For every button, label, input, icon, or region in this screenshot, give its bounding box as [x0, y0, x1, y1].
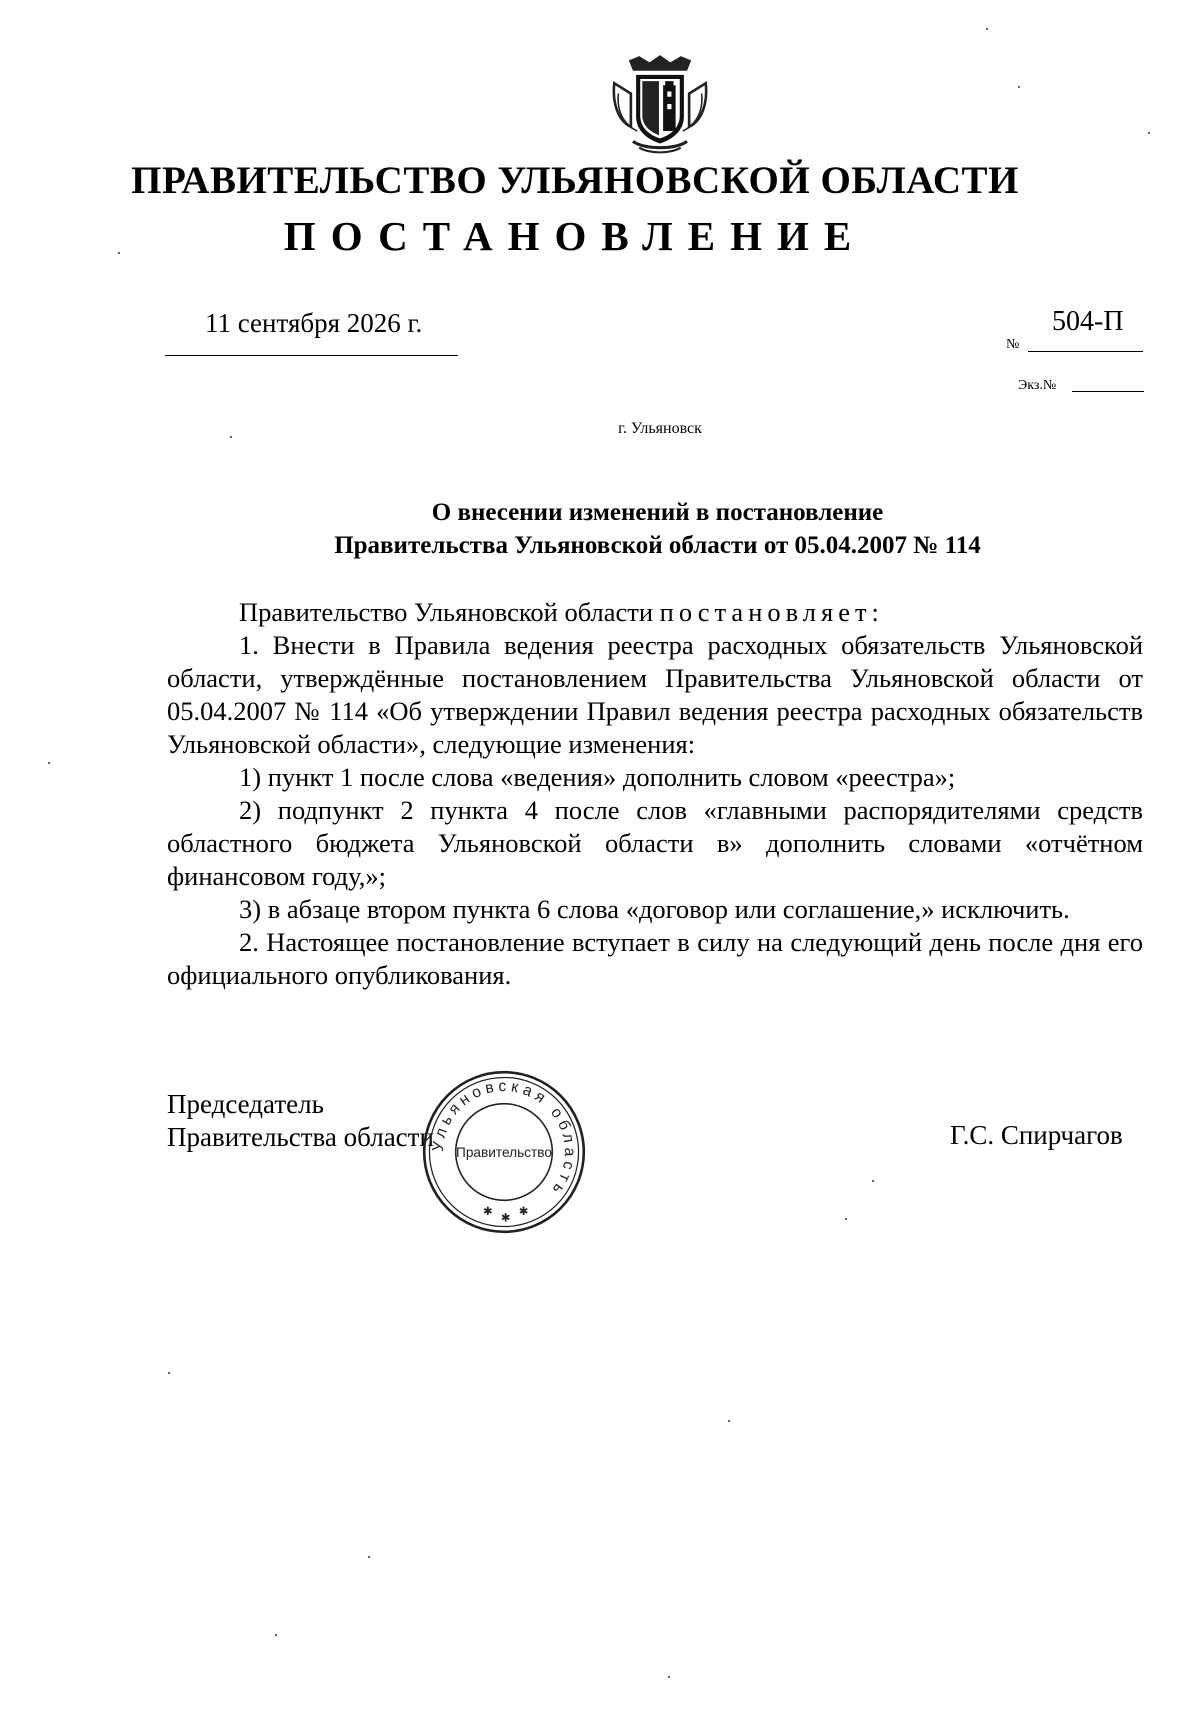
document-body: [167, 596, 1143, 992]
intro-lead: Правительство Ульяновской области: [239, 597, 660, 627]
signer-name: Г.С. Спирчагов: [950, 1120, 1123, 1150]
scan-speck: [48, 762, 50, 764]
scan-speck: [168, 1372, 170, 1374]
subject-line-1: О внесении изменений в постановление: [431, 499, 884, 526]
org-title: ПРАВИТЕЛЬСТВО УЛЬЯНОВСКОЙ ОБЛАСТИ: [131, 159, 1019, 202]
scan-speck: [1148, 132, 1150, 134]
intro-resolve-word: постановляет:: [659, 597, 884, 627]
subitem-3: 3) в абзаце втором пункта 6 слова «договор или соглашение,» исключить.: [239, 894, 1070, 924]
stamp-ring-text: Ульяновская область: [429, 1078, 579, 1201]
svg-text:Ульяновская область: [430, 1078, 578, 1200]
date-underline: [165, 355, 458, 356]
scan-speck: [872, 1180, 874, 1182]
document-date: 11 сентября 2026 г.: [205, 308, 423, 338]
scan-speck: [368, 1556, 370, 1558]
signer-role-line-2: Правительства области: [167, 1122, 434, 1152]
item-2: 2. Настоящее постановление вступает в силу на следующий день после дня его официального опубликования.: [167, 927, 1143, 990]
coat-of-arms-icon: [608, 52, 712, 156]
official-stamp: [420, 1068, 588, 1236]
signer-role-line-1: Председатель: [167, 1089, 324, 1119]
number-mark: №: [1006, 337, 1020, 352]
document-number: 504-П: [1052, 306, 1124, 337]
copy-number-underline: [1072, 391, 1144, 392]
scan-speck: [728, 1420, 730, 1422]
scan-speck: [668, 1676, 670, 1678]
subject-line-2: Правительства Ульяновской области от 05.04.2007 № 114: [334, 532, 981, 559]
scan-speck: [118, 252, 120, 254]
scan-speck: [1018, 86, 1020, 88]
document-subject: [0, 496, 1200, 562]
item-1: 1. Внести в Правила ведения реестра расходных обязательств Ульяновской области, утверждённые постановлением Правительства Ульяновской области от 05.04.2007 № 114 «Об утверждении Правил ведения реестра расходных обязательств Ульяновской области», следующие изменения:: [167, 630, 1143, 759]
copy-number-mark: Экз.№: [1018, 378, 1057, 393]
scan-speck: [275, 1634, 277, 1636]
document-type-heading: ПОСТАНОВЛЕНИЕ: [283, 213, 867, 259]
stamp-star-icon: ✱: [500, 1212, 511, 1225]
stamp-star-icon: ✱: [518, 1206, 529, 1218]
stamp-center-text: Правительство: [456, 1145, 552, 1161]
intro-paragraph: [167, 596, 1143, 629]
subitem-2: 2) подпункт 2 пункта 4 после слов «главными распорядителями средств областного бюджета Ульяновской области в» дополнить словами «отчётном финансовом году,»;: [167, 795, 1143, 891]
signer-role: [167, 1088, 434, 1154]
scan-speck: [986, 28, 988, 30]
city: г. Ульяновск: [618, 420, 702, 437]
scan-speck: [230, 436, 232, 438]
number-underline: [1028, 351, 1143, 352]
scan-speck: [845, 1218, 847, 1220]
stamp-star-icon: ✱: [483, 1206, 493, 1218]
subitem-1: 1) пункт 1 после слова «ведения» дополнить словом «реестра»;: [239, 762, 956, 792]
